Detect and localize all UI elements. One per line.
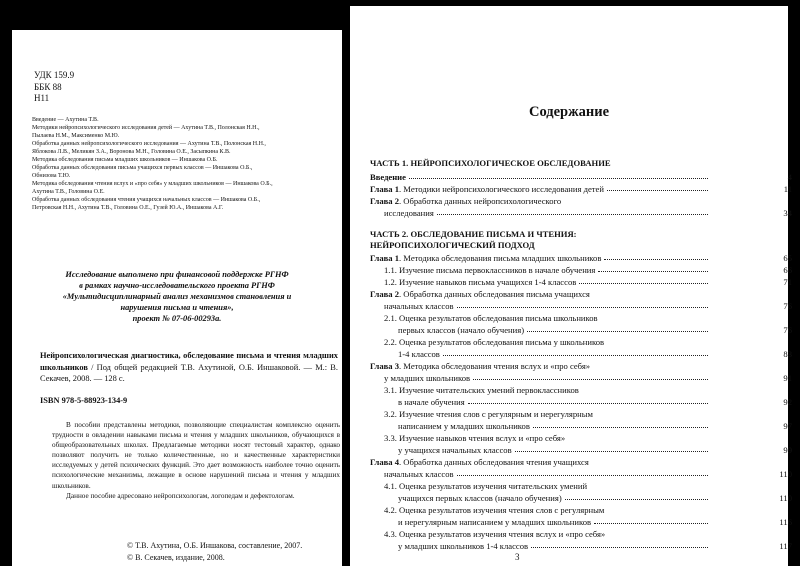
isbn: ISBN 978-5-88923-134-9 bbox=[40, 396, 128, 405]
abstract-paragraph: В пособии представлены методики, позволяющие специалистам комплексно оценить трудности в овладении навыками письма и чтения у младших школьников, обучающихся в общеобразовательных школах. Предлагаемые методики носят тестовый характер, однако позволяют получить не только количественные, но и качественные характеристики исследуемых у детей психических функций. Это дает возможность наиболее точно оценить психологические механизмы, лежащие в основе нарушений письма и чтения у младших школьников. bbox=[52, 421, 340, 490]
toc-entry-title: Глава 2. Обработка данных обследования письма учащихся bbox=[370, 289, 590, 299]
toc-entry[interactable] bbox=[370, 289, 710, 299]
copyright-line: © Т.В. Ахутина, О.Б. Иншакова, составление, 2007. bbox=[127, 541, 303, 550]
toc-page-number: 110 bbox=[779, 469, 792, 479]
credit-line: Ахутина Т.В., Головина О.Е. bbox=[32, 189, 105, 195]
toc-entry[interactable] bbox=[370, 517, 792, 527]
credit-line: Петровская Н.Н., Ахутина Т.В., Головина О.Е., Гузей Ю.А., Иншакова А.Г. bbox=[32, 205, 224, 211]
toc-page-number: 116 bbox=[779, 517, 792, 527]
toc-entry-title: 4.1. Оценка результатов изучения читательских умений bbox=[384, 481, 588, 491]
toc-page-number: 34 bbox=[783, 208, 792, 218]
copyright-line: © В. Секачев, издание, 2008. bbox=[127, 553, 225, 562]
toc-entry[interactable] bbox=[370, 457, 710, 467]
abstract-paragraph: Данное пособие адресовано нейропсихологам, логопедам и дефектологам. bbox=[66, 491, 295, 500]
toc-page-number: 117 bbox=[779, 541, 792, 551]
author-mark: Н11 bbox=[34, 93, 50, 103]
toc-entry[interactable] bbox=[370, 505, 710, 515]
toc-entry-title: Глава 4. Обработка данных обследования чтения учащихся bbox=[370, 457, 589, 467]
toc-entry-title: 3.2. Изучение чтения слов с регулярным и нерегулярным bbox=[384, 409, 593, 419]
bib-details: / Под общей редакцией Т.В. Ахутиной, О.Б. Иншаковой. — М.: В. Секачев, 2008. — 128 с. bbox=[40, 362, 338, 383]
bbk-code: ББК 88 bbox=[34, 81, 62, 92]
toc-entry[interactable] bbox=[370, 325, 792, 335]
credit-line: Обнизова Т.Ю. bbox=[32, 173, 71, 179]
toc-entry-title: у младших школьников bbox=[384, 373, 471, 383]
toc-leader-dots bbox=[594, 523, 708, 524]
toc-entry-title: 4.2. Оценка результатов изучения чтения слов с регулярным bbox=[384, 505, 605, 515]
toc-entry[interactable] bbox=[370, 349, 792, 359]
toc-leader-dots bbox=[598, 271, 708, 272]
part-1-title: ЧАСТЬ 1. НЕЙРОПСИХОЛОГИЧЕСКОЕ ОБСЛЕДОВАНИЕ bbox=[370, 158, 611, 168]
credit-line: Введение — Ахутина Т.В. bbox=[32, 117, 99, 123]
funding-line: Исследование выполнено при финансовой поддержке РГНФ bbox=[65, 270, 289, 279]
toc-entry[interactable] bbox=[370, 433, 710, 443]
toc-entry[interactable] bbox=[370, 493, 792, 503]
toc-entry[interactable] bbox=[370, 397, 792, 407]
toc-entry[interactable] bbox=[370, 529, 710, 539]
toc-entry[interactable] bbox=[370, 421, 792, 431]
left-page bbox=[12, 30, 342, 566]
toc-leader-dots bbox=[531, 547, 708, 548]
toc-leader-dots bbox=[457, 307, 708, 308]
toc-leader-dots bbox=[515, 451, 708, 452]
toc-page-number: 76 bbox=[783, 301, 792, 311]
classification-codes bbox=[34, 70, 74, 105]
contents-title: Содержание bbox=[528, 104, 610, 120]
udk-code: УДК 159.9 bbox=[34, 70, 75, 80]
toc-entry-title: Глава 1. Методики нейропсихологического исследования детей bbox=[370, 184, 604, 194]
toc-entry[interactable] bbox=[370, 385, 710, 395]
toc-entry[interactable] bbox=[370, 373, 792, 383]
credit-line: Методика обследования чтения вслух и «про себя» у младших школьников — Иншакова О.Б., bbox=[32, 181, 273, 187]
copyright bbox=[127, 540, 302, 564]
toc-leader-dots bbox=[457, 475, 708, 476]
abstract bbox=[52, 420, 340, 501]
toc-entry[interactable] bbox=[370, 481, 710, 491]
bibliographic-record bbox=[40, 350, 338, 385]
toc-page-number: 65 bbox=[783, 253, 792, 263]
toc-entry[interactable] bbox=[370, 277, 792, 287]
toc-leader-dots bbox=[527, 331, 708, 332]
toc-page-number: 71 bbox=[783, 277, 792, 287]
toc-entry[interactable] bbox=[370, 469, 792, 479]
toc-entry[interactable] bbox=[370, 196, 710, 206]
toc-leader-dots bbox=[565, 499, 708, 500]
toc-page-number: 97 bbox=[783, 421, 792, 431]
toc-leader-dots bbox=[437, 214, 708, 215]
funding-line: в рамках научно-исследовательского проекта РГНФ bbox=[79, 281, 275, 290]
toc-page-number: 99 bbox=[783, 445, 792, 455]
toc-entry[interactable] bbox=[370, 409, 710, 419]
right-page bbox=[350, 6, 792, 566]
toc-entry-title: первых классов (начало обучения) bbox=[398, 325, 525, 335]
toc-leader-dots bbox=[607, 190, 708, 191]
toc-page-number: 11 bbox=[783, 184, 792, 194]
toc-page-number: 83 bbox=[783, 349, 792, 359]
toc-entry-title: начальных классов bbox=[384, 469, 454, 479]
toc-entry-title: 2.2. Оценка результатов обследования письма у школьников bbox=[384, 337, 605, 347]
credit-line: Яблокова Л.В., Меликян З.А., Воронова М.Н., Головина О.Е., Засыпкина К.В. bbox=[32, 149, 231, 155]
toc-entry[interactable] bbox=[370, 172, 792, 182]
credit-line: Пылаева Н.М., Максименко М.Ю. bbox=[32, 133, 120, 139]
toc-entry-title: у младших школьников 1-4 классов bbox=[398, 541, 529, 551]
funding-note bbox=[12, 269, 342, 324]
toc-leader-dots bbox=[409, 178, 708, 179]
toc-page-number: 92 bbox=[783, 397, 792, 407]
toc-entry-title: Глава 2. Обработка данных нейропсихологического bbox=[370, 196, 562, 206]
toc-leader-dots bbox=[443, 355, 708, 356]
authorship-credits bbox=[32, 116, 273, 212]
toc-entry-title: 1.1. Изучение письма первоклассников в начале обучения bbox=[384, 265, 596, 275]
page-number: 3 bbox=[515, 552, 520, 562]
toc-entry-title: 1.2. Изучение навыков письма учащихся 1-4 классов bbox=[384, 277, 577, 287]
toc-entry-title: 4.3. Оценка результатов изучения чтения вслух и «про себя» bbox=[384, 529, 606, 539]
toc-entry-title: 2.1. Оценка результатов обследования письма школьников bbox=[384, 313, 598, 323]
toc-leader-dots bbox=[604, 259, 708, 260]
part-2-title-line-2: НЕЙРОПСИХОЛОГИЧЕСКИЙ ПОДХОД bbox=[370, 240, 535, 250]
toc-entry-title: Введение bbox=[370, 172, 406, 182]
toc-leader-dots bbox=[473, 379, 708, 380]
credit-line: Методики нейропсихологического исследования детей — Ахутина Т.В., Полонская Н.Н., bbox=[32, 125, 260, 131]
toc-entry[interactable] bbox=[370, 313, 710, 323]
toc-entry-title: начальных классов bbox=[384, 301, 454, 311]
toc-entry-title: написанием у младших школьников bbox=[398, 421, 530, 431]
toc-entry-title: исследования bbox=[384, 208, 434, 218]
funding-line: проект № 07-06-00293а. bbox=[132, 314, 222, 323]
toc-entry-title: у учащихся начальных классов bbox=[398, 445, 512, 455]
toc-page-number: 4 bbox=[787, 172, 792, 182]
toc-entry-title: Глава 3. Методика обследования чтения вслух и «про себя» bbox=[370, 361, 591, 371]
toc-entry-title: и нерегулярным написанием у младших школьников bbox=[398, 517, 592, 527]
credit-line: Методика обследования письма младших школьников — Иншакова О.Б. bbox=[32, 157, 218, 163]
toc-entry-title: 1-4 классов bbox=[398, 349, 440, 359]
toc-entry[interactable] bbox=[370, 301, 792, 311]
toc-entry-title: 3.3. Изучение навыков чтения вслух и «про себя» bbox=[384, 433, 566, 443]
toc-entry[interactable] bbox=[370, 361, 710, 371]
credit-line: Обработка данных нейропсихологического исследования — Ахутина Т.В., Полонская Н.Н., bbox=[32, 141, 266, 147]
toc-entry-title: в начале обучения bbox=[398, 397, 465, 407]
toc-entry[interactable] bbox=[370, 208, 792, 218]
credit-line: Обработка данных обследования чтения учащихся начальных классов — Иншакова О.Б., bbox=[32, 197, 261, 203]
toc-leader-dots bbox=[533, 427, 708, 428]
toc-leader-dots bbox=[468, 403, 708, 404]
funding-line: нарушения письма и чтения», bbox=[120, 303, 234, 312]
toc-page-number: 110 bbox=[779, 493, 792, 503]
toc-entry[interactable] bbox=[370, 265, 792, 275]
toc-page-number: 66 bbox=[783, 265, 792, 275]
toc-entry-title: 3.1. Изучение читательских умений первоклассников bbox=[384, 385, 579, 395]
part-2-title-line-1: ЧАСТЬ 2. ОБСЛЕДОВАНИЕ ПИСЬМА И ЧТЕНИЯ: bbox=[370, 229, 577, 239]
toc-entry[interactable] bbox=[370, 337, 710, 347]
toc-entry[interactable] bbox=[370, 445, 792, 455]
toc-leader-dots bbox=[579, 283, 708, 284]
toc-page-number: 91 bbox=[783, 373, 792, 383]
book-title: Нейропсихологическая диагностика, обследование письма и чтения младших школьников bbox=[40, 351, 338, 372]
funding-line: «Мультидисциплинарный анализ механизмов становления и bbox=[62, 292, 292, 301]
toc-entry[interactable] bbox=[370, 184, 792, 194]
toc-entry-title: учащихся первых классов (начало обучения) bbox=[398, 493, 562, 503]
toc-entry[interactable] bbox=[370, 253, 792, 263]
toc-page-number: 76 bbox=[783, 325, 792, 335]
toc-entry[interactable] bbox=[370, 541, 792, 551]
credit-line: Обработка данных обследования письма учащихся первых классов — Иншакова О.Б., bbox=[32, 165, 253, 171]
toc-entry-title: Глава 1. Методика обследования письма младших школьников bbox=[370, 253, 602, 263]
